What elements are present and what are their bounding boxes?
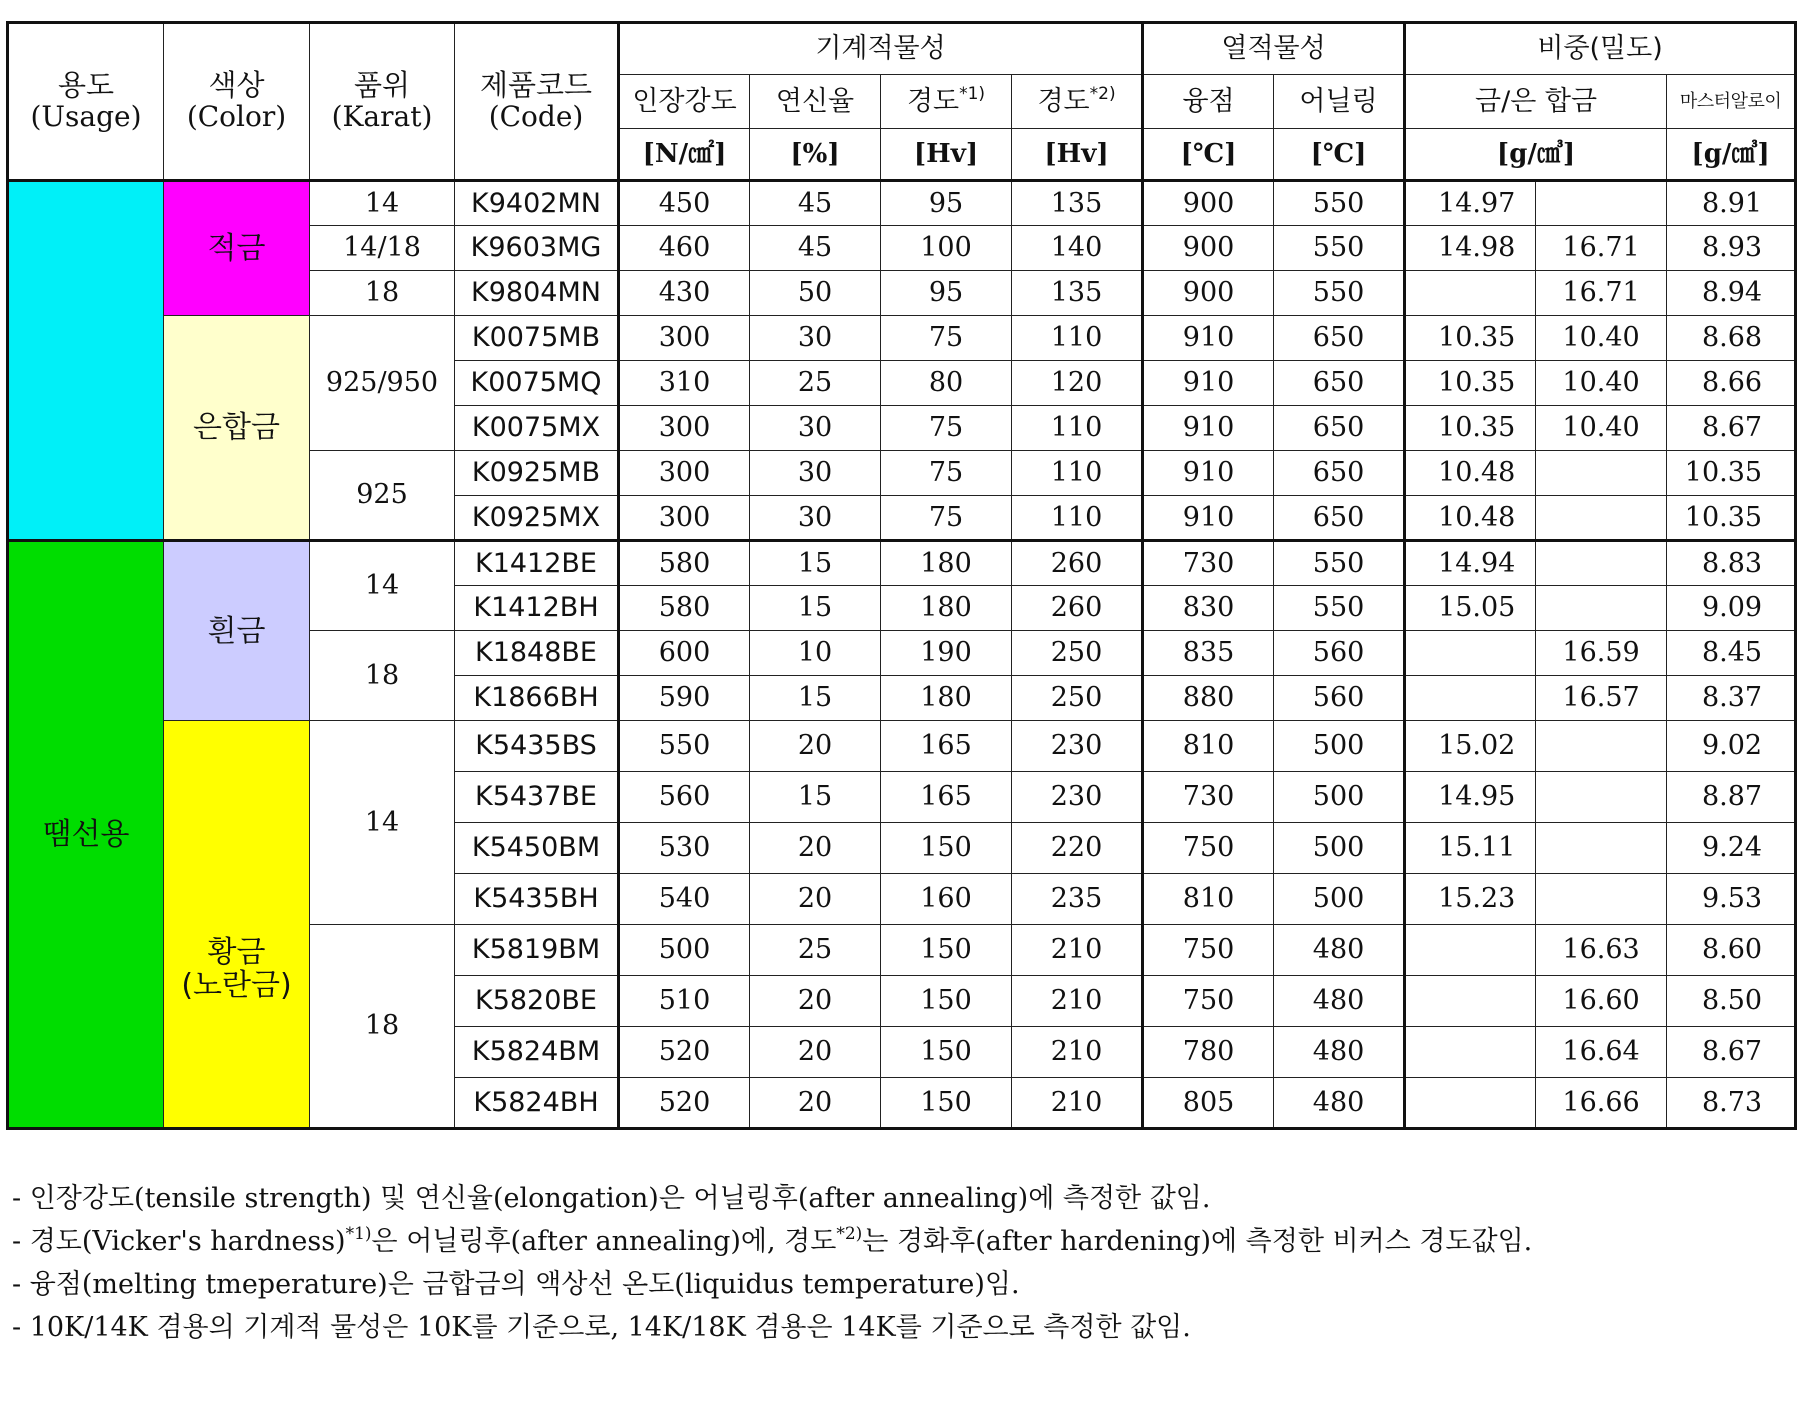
density-gold-1-cell: 15.23: [1405, 874, 1536, 925]
density-gold-1-cell: 15.11: [1405, 823, 1536, 874]
hardness-2-cell: 110: [1012, 316, 1143, 361]
hardness-1-cell: 180: [881, 586, 1012, 631]
elongation-cell: 20: [750, 1027, 881, 1078]
karat-cell: 14: [310, 541, 455, 631]
header-code-en: (Code): [488, 100, 584, 134]
density-gold-1-cell: 14.95: [1405, 772, 1536, 823]
density-gold-1-cell: [1405, 676, 1536, 721]
header-elongation: 연신율: [750, 75, 881, 129]
code-cell: K9402MN: [455, 181, 619, 226]
elongation-cell: 15: [750, 772, 881, 823]
melting-cell: 805: [1143, 1078, 1274, 1129]
header-usage-en: (Usage): [30, 100, 142, 134]
karat-cell: 925: [310, 451, 455, 541]
density-master-cell: 9.24: [1667, 823, 1796, 874]
tensile-cell: 540: [619, 874, 750, 925]
tensile-cell: 300: [619, 316, 750, 361]
header-code-ko: 제품코드: [479, 68, 593, 103]
table-row: [8, 316, 1796, 361]
melting-cell: 730: [1143, 541, 1274, 586]
tensile-cell: 460: [619, 226, 750, 271]
density-gold-2-cell: 16.60: [1536, 976, 1667, 1027]
density-gold-1-cell: [1405, 925, 1536, 976]
hardness-2-cell: 210: [1012, 1027, 1143, 1078]
hardness-1-cell: 95: [881, 271, 1012, 316]
elongation-cell: 50: [750, 271, 881, 316]
density-master-cell: 8.67: [1667, 406, 1796, 451]
hardness-2-cell: 260: [1012, 541, 1143, 586]
karat-cell: 14/18: [310, 226, 455, 271]
hardness-1-cell: 165: [881, 772, 1012, 823]
color-cell-red: [164, 181, 310, 316]
density-master-cell: 8.68: [1667, 316, 1796, 361]
density-gold-1-cell: 15.02: [1405, 721, 1536, 772]
code-cell: K5824BM: [455, 1027, 619, 1078]
density-gold-2-cell: 10.40: [1536, 316, 1667, 361]
density-gold-2-cell: [1536, 586, 1667, 631]
hardness-1-cell: 75: [881, 406, 1012, 451]
elongation-cell: 20: [750, 874, 881, 925]
density-gold-2-cell: [1536, 874, 1667, 925]
footnote-2-part-c: 는 경화후(after hardening)에 측정한 비커스 경도값임.: [862, 1226, 1533, 1257]
annealing-cell: 500: [1274, 721, 1405, 772]
hardness-2-cell: 110: [1012, 496, 1143, 541]
density-gold-2-cell: [1536, 181, 1667, 226]
code-cell: K5819BM: [455, 925, 619, 976]
hardness-2-cell: 110: [1012, 451, 1143, 496]
melting-cell: 750: [1143, 976, 1274, 1027]
elongation-cell: 45: [750, 226, 881, 271]
density-master-cell: 8.83: [1667, 541, 1796, 586]
code-cell: K5820BE: [455, 976, 619, 1027]
density-gold-2-cell: 16.57: [1536, 676, 1667, 721]
melting-cell: 830: [1143, 586, 1274, 631]
density-master-cell: 9.02: [1667, 721, 1796, 772]
elongation-cell: 20: [750, 823, 881, 874]
footnote-3: - 융점(melting tmeperature)은 금합금의 액상선 온도(liquidus temperature)임.: [12, 1269, 1020, 1300]
density-master-cell: 8.66: [1667, 361, 1796, 406]
color-cell-silver: [164, 316, 310, 541]
elongation-cell: 15: [750, 586, 881, 631]
hardness-1-cell: 100: [881, 226, 1012, 271]
annealing-cell: 550: [1274, 541, 1405, 586]
hardness-1-cell: 150: [881, 1078, 1012, 1129]
tensile-cell: 450: [619, 181, 750, 226]
hardness-1-cell: 150: [881, 976, 1012, 1027]
tensile-cell: 530: [619, 823, 750, 874]
density-gold-1-cell: [1405, 976, 1536, 1027]
karat-cell: 14: [310, 181, 455, 226]
elongation-cell: 30: [750, 451, 881, 496]
hardness-1-cell: 75: [881, 451, 1012, 496]
annealing-cell: 550: [1274, 181, 1405, 226]
elongation-cell: 25: [750, 925, 881, 976]
unit-hardness-1: [Hv]: [881, 129, 1012, 181]
elongation-cell: 15: [750, 541, 881, 586]
karat-cell: 18: [310, 271, 455, 316]
code-cell: K5435BH: [455, 874, 619, 925]
table-row: [8, 181, 1796, 226]
code-cell: K5450BM: [455, 823, 619, 874]
hardness-2-cell: 135: [1012, 271, 1143, 316]
density-gold-2-cell: 16.66: [1536, 1078, 1667, 1129]
elongation-cell: 45: [750, 181, 881, 226]
elongation-cell: 20: [750, 1078, 881, 1129]
density-gold-1-cell: 10.48: [1405, 496, 1536, 541]
annealing-cell: 480: [1274, 1078, 1405, 1129]
density-gold-2-cell: [1536, 451, 1667, 496]
code-cell: K5437BE: [455, 772, 619, 823]
annealing-cell: 480: [1274, 925, 1405, 976]
hardness-2-cell: 210: [1012, 976, 1143, 1027]
header-hardness-2: [1012, 75, 1143, 129]
unit-master-alloy: [g/㎤]: [1667, 129, 1796, 181]
melting-cell: 835: [1143, 631, 1274, 676]
footnote-2-part-a: - 경도(Vicker's hardness): [12, 1226, 346, 1257]
header-code: [455, 23, 619, 181]
table-header: [8, 23, 1796, 181]
annealing-cell: 650: [1274, 451, 1405, 496]
melting-cell: 810: [1143, 721, 1274, 772]
code-cell: K0075MX: [455, 406, 619, 451]
header-tensile: 인장강도: [619, 75, 750, 129]
code-cell: K9804MN: [455, 271, 619, 316]
density-gold-2-cell: 16.71: [1536, 271, 1667, 316]
hardness-2-cell: 110: [1012, 406, 1143, 451]
header-color-en: (Color): [186, 100, 287, 134]
annealing-cell: 480: [1274, 976, 1405, 1027]
tensile-cell: 310: [619, 361, 750, 406]
header-gold-silver: 금/은 합금: [1405, 75, 1667, 129]
melting-cell: 910: [1143, 361, 1274, 406]
code-cell: K1848BE: [455, 631, 619, 676]
usage-cell-2: [8, 541, 164, 1129]
density-gold-2-cell: 10.40: [1536, 361, 1667, 406]
footnote-2-note-2: *2): [836, 1224, 863, 1244]
hardness-1-cell: 180: [881, 676, 1012, 721]
hardness-2-cell: 220: [1012, 823, 1143, 874]
tensile-cell: 510: [619, 976, 750, 1027]
density-gold-2-cell: [1536, 541, 1667, 586]
code-cell: K9603MG: [455, 226, 619, 271]
elongation-cell: 15: [750, 676, 881, 721]
density-master-cell: 8.73: [1667, 1078, 1796, 1129]
footnote-2: [12, 1220, 1792, 1263]
unit-annealing: [℃]: [1274, 129, 1405, 181]
code-cell: K1866BH: [455, 676, 619, 721]
tensile-cell: 600: [619, 631, 750, 676]
header-hardness-1-label: 경도: [906, 85, 960, 117]
density-gold-2-cell: 10.40: [1536, 406, 1667, 451]
density-gold-1-cell: 14.94: [1405, 541, 1536, 586]
annealing-cell: 550: [1274, 271, 1405, 316]
annealing-cell: 500: [1274, 772, 1405, 823]
melting-cell: 910: [1143, 406, 1274, 451]
alloy-properties-table: [6, 21, 1797, 1130]
tensile-cell: 560: [619, 772, 750, 823]
footnote-4: - 10K/14K 겸용의 기계적 물성은 10K를 기준으로, 14K/18K 겸용은 14K를 기준으로 측정한 값임.: [12, 1312, 1191, 1343]
melting-cell: 780: [1143, 1027, 1274, 1078]
melting-cell: 730: [1143, 772, 1274, 823]
code-cell: K0075MB: [455, 316, 619, 361]
header-usage: [8, 23, 164, 181]
density-gold-1-cell: [1405, 1027, 1536, 1078]
hardness-2-cell: 230: [1012, 772, 1143, 823]
density-gold-1-cell: 14.97: [1405, 181, 1536, 226]
elongation-cell: 20: [750, 721, 881, 772]
header-color: [164, 23, 310, 181]
tensile-cell: 520: [619, 1078, 750, 1129]
header-melting: 융점: [1143, 75, 1274, 129]
color-cell-white-label-1: 흰금: [207, 613, 266, 649]
color-cell-silver-label-1: 은합금: [193, 410, 280, 445]
melting-cell: 750: [1143, 925, 1274, 976]
karat-cell: 18: [310, 631, 455, 721]
annealing-cell: 550: [1274, 226, 1405, 271]
elongation-cell: 20: [750, 976, 881, 1027]
header-color-ko: 색상: [208, 68, 265, 103]
density-master-cell: 8.91: [1667, 181, 1796, 226]
density-gold-2-cell: [1536, 496, 1667, 541]
tensile-cell: 300: [619, 496, 750, 541]
hardness-2-cell: 135: [1012, 181, 1143, 226]
density-gold-2-cell: 16.63: [1536, 925, 1667, 976]
tensile-cell: 300: [619, 451, 750, 496]
footnote-2-note-1: *1): [345, 1224, 372, 1244]
tensile-cell: 550: [619, 721, 750, 772]
header-usage-ko: 용도: [57, 68, 115, 103]
hardness-1-cell: 190: [881, 631, 1012, 676]
melting-cell: 910: [1143, 316, 1274, 361]
karat-cell: 18: [310, 925, 455, 1129]
code-cell: K5435BS: [455, 721, 619, 772]
hardness-1-cell: 150: [881, 823, 1012, 874]
melting-cell: 880: [1143, 676, 1274, 721]
hardness-1-cell: 75: [881, 496, 1012, 541]
density-master-cell: 10.35: [1667, 451, 1796, 496]
hardness-1-cell: 150: [881, 1027, 1012, 1078]
header-annealing: 어닐링: [1274, 75, 1405, 129]
density-master-cell: 8.45: [1667, 631, 1796, 676]
hardness-2-cell: 260: [1012, 586, 1143, 631]
code-cell: K1412BE: [455, 541, 619, 586]
unit-melting: [℃]: [1143, 129, 1274, 181]
elongation-cell: 30: [750, 316, 881, 361]
header-karat-ko: 품위: [353, 68, 411, 103]
tensile-cell: 580: [619, 541, 750, 586]
table-body: [8, 181, 1796, 1129]
annealing-cell: 650: [1274, 496, 1405, 541]
header-hardness-1-note: *1): [959, 83, 986, 104]
hardness-1-cell: 95: [881, 181, 1012, 226]
density-gold-1-cell: 10.48: [1405, 451, 1536, 496]
table-row: [8, 721, 1796, 772]
header-karat-en: (Karat): [331, 100, 433, 134]
density-gold-1-cell: [1405, 271, 1536, 316]
color-cell-yellow-label-1: 황금: [207, 935, 266, 970]
unit-tensile: [N/㎠]: [619, 129, 750, 181]
hardness-1-cell: 75: [881, 316, 1012, 361]
density-gold-1-cell: 15.05: [1405, 586, 1536, 631]
footnote-1: - 인장강도(tensile strength) 및 연신율(elongation)은 어닐링후(after annealing)에 측정한 값임.: [12, 1183, 1211, 1214]
density-master-cell: 10.35: [1667, 496, 1796, 541]
hardness-2-cell: 140: [1012, 226, 1143, 271]
annealing-cell: 650: [1274, 316, 1405, 361]
annealing-cell: 650: [1274, 406, 1405, 451]
unit-elongation: [%]: [750, 129, 881, 181]
hardness-1-cell: 160: [881, 874, 1012, 925]
header-hardness-2-note: *2): [1089, 83, 1116, 104]
elongation-cell: 10: [750, 631, 881, 676]
density-gold-1-cell: 14.98: [1405, 226, 1536, 271]
properties-sheet: [6, 21, 1794, 1148]
elongation-cell: 30: [750, 496, 881, 541]
tensile-cell: 590: [619, 676, 750, 721]
hardness-1-cell: 165: [881, 721, 1012, 772]
footnotes: [12, 1177, 1792, 1349]
annealing-cell: 560: [1274, 631, 1405, 676]
annealing-cell: 500: [1274, 874, 1405, 925]
header-hardness-1: [881, 75, 1012, 129]
hardness-1-cell: 80: [881, 361, 1012, 406]
melting-cell: 900: [1143, 226, 1274, 271]
hardness-2-cell: 250: [1012, 631, 1143, 676]
density-master-cell: 8.37: [1667, 676, 1796, 721]
color-cell-red-label-1: 적금: [207, 231, 266, 266]
annealing-cell: 500: [1274, 823, 1405, 874]
density-gold-1-cell: [1405, 1078, 1536, 1129]
hardness-2-cell: 210: [1012, 1078, 1143, 1129]
header-hardness-2-label: 경도: [1037, 85, 1090, 117]
density-gold-1-cell: [1405, 631, 1536, 676]
unit-gold-silver: [g/㎤]: [1405, 129, 1667, 181]
density-gold-2-cell: 16.59: [1536, 631, 1667, 676]
code-cell: K0925MB: [455, 451, 619, 496]
color-cell-yellow-label-2: (노란금): [181, 968, 292, 1003]
header-group-density: 비중(밀도): [1405, 23, 1796, 75]
density-gold-1-cell: 10.35: [1405, 316, 1536, 361]
density-master-cell: 9.09: [1667, 586, 1796, 631]
annealing-cell: 650: [1274, 361, 1405, 406]
karat-cell: 14: [310, 721, 455, 925]
density-gold-2-cell: [1536, 823, 1667, 874]
usage-cell-2-label: 땜선용: [42, 817, 130, 852]
hardness-2-cell: 120: [1012, 361, 1143, 406]
hardness-1-cell: 150: [881, 925, 1012, 976]
tensile-cell: 520: [619, 1027, 750, 1078]
density-master-cell: 9.53: [1667, 874, 1796, 925]
melting-cell: 900: [1143, 271, 1274, 316]
hardness-1-cell: 180: [881, 541, 1012, 586]
unit-hardness-2: [Hv]: [1012, 129, 1143, 181]
density-master-cell: 8.93: [1667, 226, 1796, 271]
annealing-cell: 560: [1274, 676, 1405, 721]
annealing-cell: 550: [1274, 586, 1405, 631]
annealing-cell: 480: [1274, 1027, 1405, 1078]
elongation-cell: 25: [750, 361, 881, 406]
density-gold-2-cell: [1536, 721, 1667, 772]
density-master-cell: 8.94: [1667, 271, 1796, 316]
density-gold-2-cell: 16.71: [1536, 226, 1667, 271]
tensile-cell: 580: [619, 586, 750, 631]
code-cell: K0925MX: [455, 496, 619, 541]
header-group-mechanical: 기계적물성: [619, 23, 1143, 75]
density-master-cell: 8.50: [1667, 976, 1796, 1027]
hardness-2-cell: 230: [1012, 721, 1143, 772]
density-master-cell: 8.87: [1667, 772, 1796, 823]
melting-cell: 810: [1143, 874, 1274, 925]
melting-cell: 910: [1143, 496, 1274, 541]
density-gold-2-cell: 16.64: [1536, 1027, 1667, 1078]
density-gold-1-cell: 10.35: [1405, 361, 1536, 406]
tensile-cell: 430: [619, 271, 750, 316]
footnote-2-part-b: 은 어닐링후(after annealing)에, 경도: [371, 1226, 837, 1257]
color-cell-white: [164, 541, 310, 721]
density-master-cell: 8.60: [1667, 925, 1796, 976]
tensile-cell: 300: [619, 406, 750, 451]
hardness-2-cell: 250: [1012, 676, 1143, 721]
density-gold-2-cell: [1536, 772, 1667, 823]
code-cell: K5824BH: [455, 1078, 619, 1129]
karat-cell: 925/950: [310, 316, 455, 451]
tensile-cell: 500: [619, 925, 750, 976]
melting-cell: 900: [1143, 181, 1274, 226]
code-cell: K1412BH: [455, 586, 619, 631]
code-cell: K0075MQ: [455, 361, 619, 406]
hardness-2-cell: 210: [1012, 925, 1143, 976]
header-master-alloy: 마스터알로이: [1667, 75, 1796, 129]
table-row: [8, 541, 1796, 586]
elongation-cell: 30: [750, 406, 881, 451]
melting-cell: 750: [1143, 823, 1274, 874]
header-group-thermal: 열적물성: [1143, 23, 1405, 75]
density-master-cell: 8.67: [1667, 1027, 1796, 1078]
header-karat: [310, 23, 455, 181]
usage-cell-1: [8, 181, 164, 541]
melting-cell: 910: [1143, 451, 1274, 496]
density-gold-1-cell: 10.35: [1405, 406, 1536, 451]
hardness-2-cell: 235: [1012, 874, 1143, 925]
color-cell-yellow: [164, 721, 310, 1129]
